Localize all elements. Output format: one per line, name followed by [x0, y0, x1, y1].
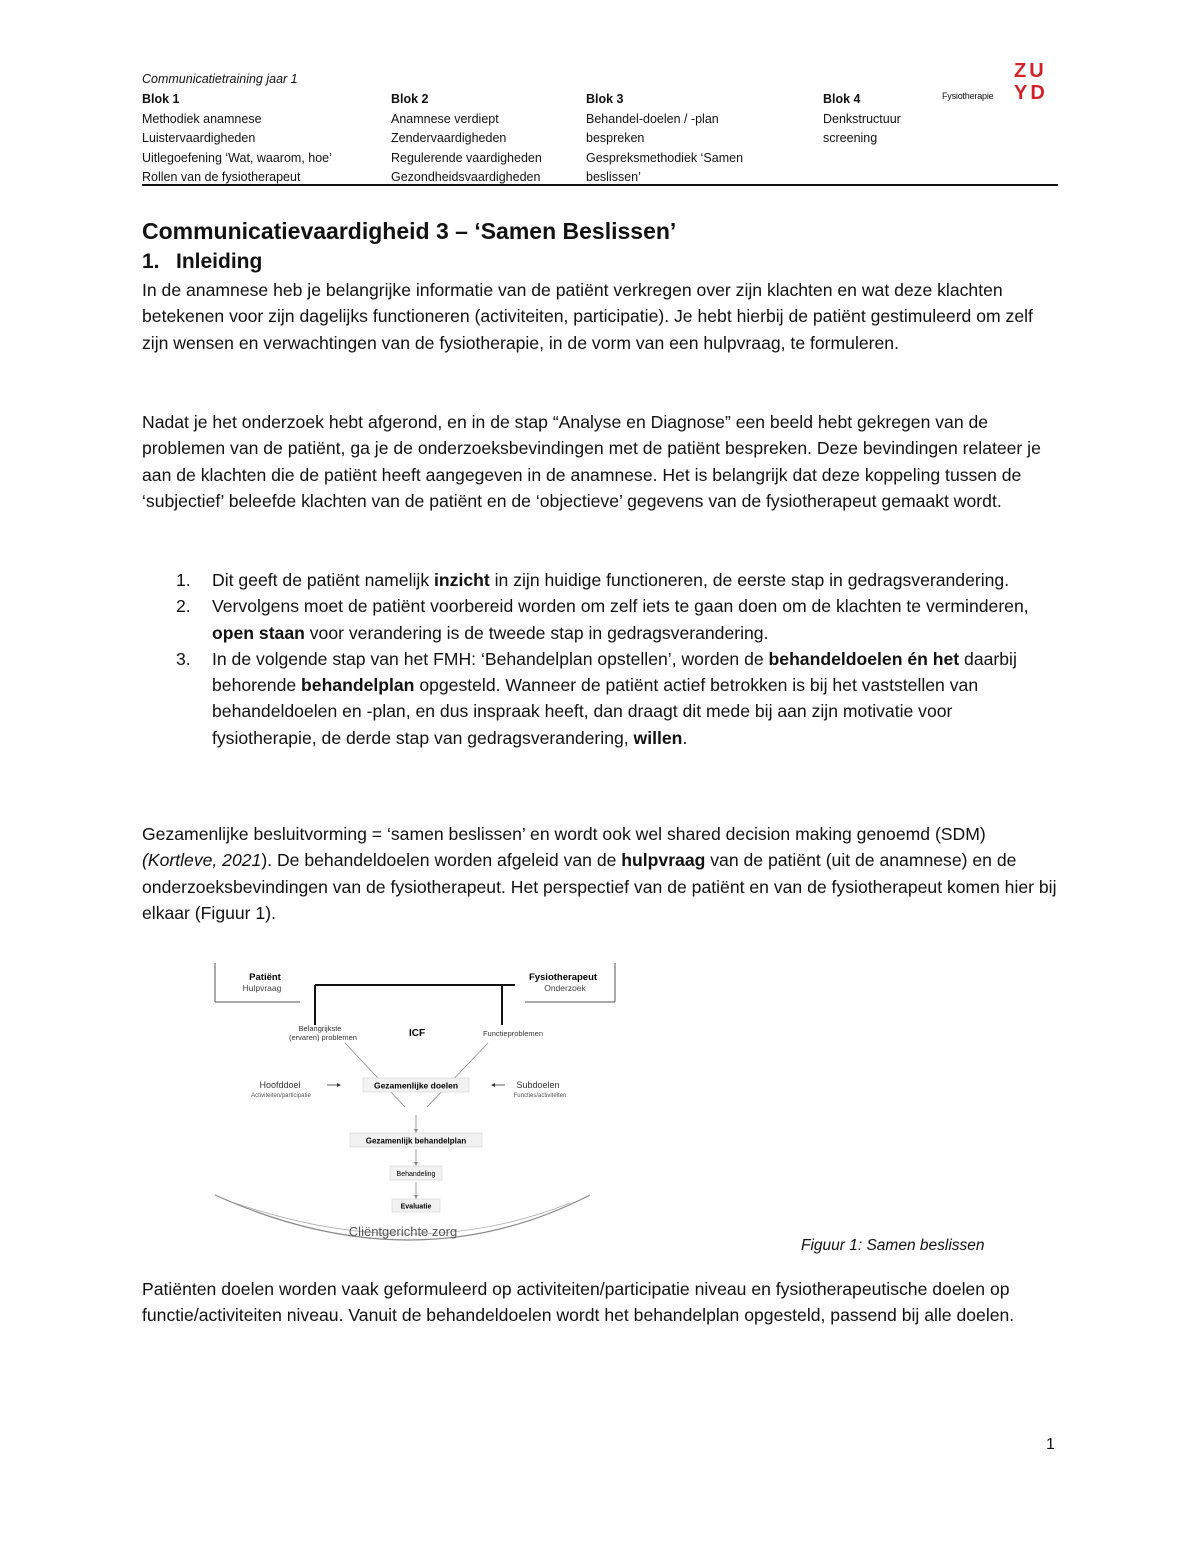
- paragraph-analysis: Nadat je het onderzoek hebt afgerond, en in de stap “Analyse en Diagnose” een beeld hebt gekregen van de problemen van de patiënt, ga je de onderzoeksbevindingen met de patiënt bespreken. Deze bevindingen relateer je aan de klachten die de patiënt heeft aangegeven in de anamnese. Het is belangrijk dat deze koppeling tussen de ‘subjectief’ beleefde klachten van de patiënt en de ‘objectieve’ gegevens van de fysiotherapeut gemaakt wordt.: [142, 412, 1041, 511]
- header-column-blok-1: [142, 90, 332, 188]
- header-block-line: screening: [823, 131, 878, 145]
- zuyd-logo: [942, 60, 1052, 106]
- header-block-heading: Blok 4: [823, 92, 861, 106]
- list-item-number: 3.: [176, 648, 191, 669]
- diagram-flow-arrow-1: [414, 1129, 418, 1133]
- diagram-arrow-left-head: [337, 1083, 341, 1087]
- paragraph-goals: Patiënten doelen worden vaak geformuleerd op activiteiten/participatie niveau en fysiotherapeutische doelen op functie/activiteiten niveau. Vanuit de behandeldoelen wordt het behandelplan opgesteld, passend bij alle doelen.: [142, 1279, 1015, 1326]
- paragraph-emphasis: hulpvraag: [621, 850, 706, 871]
- header-block-line: Rollen van de fysiotherapeut: [142, 170, 301, 184]
- header-column-blok-3: [586, 90, 743, 188]
- diagram-flow-arrow-2: [414, 1162, 418, 1166]
- logo-mark: [1014, 60, 1048, 104]
- list-item-emphasis: willen: [633, 727, 683, 748]
- figure-caption: Figuur 1: Samen beslissen: [801, 1237, 985, 1254]
- diagram-joint-plan: Gezamenlijk behandelplan: [365, 1136, 467, 1146]
- header-block-line: beslissen’: [586, 170, 641, 184]
- header-title: Communicatietraining jaar 1: [142, 72, 298, 86]
- list-item-text: daarbij behorende: [212, 648, 1017, 696]
- header-block-line: Methodiek anamnese: [142, 111, 262, 126]
- list-item-text: opgesteld. Wanneer de patiënt actief betrokken is bij het vaststellen van behandeldoelen en -plan, en dus inspraak heeft, dan draagt dit mede bij aan zijn motivatie voor fysiotherapie, de derde stap van gedragsverandering,: [212, 675, 979, 748]
- list-item-emphasis: behandeldoelen én het: [768, 648, 960, 669]
- header-block-line: Denkstructuur: [823, 111, 901, 126]
- samen-beslissen-diagram: [205, 955, 625, 1250]
- logo-department: Fysiotherapie: [942, 91, 994, 101]
- logo-mark-line: ZU: [1014, 60, 1047, 82]
- document-title: Communicatievaardigheid 3 – ‘Samen Beslissen’: [142, 218, 677, 244]
- header-block-line: Regulerende vaardigheden: [391, 150, 542, 165]
- list-item: [142, 567, 1058, 593]
- list-item-text: Dit geeft de patiënt namelijk: [212, 570, 435, 590]
- header-block-line: Uitlegoefening ‘Wat, waarom, hoe’: [142, 150, 332, 165]
- diagram-evaluation: Evaluatie: [400, 1203, 432, 1211]
- section-title: Inleiding: [176, 250, 263, 273]
- header-block-heading: Blok 2: [391, 92, 429, 106]
- diagram-physio-sub: Onderzoek: [544, 983, 586, 993]
- list-item-text: .: [682, 727, 688, 748]
- section-number: 1.: [142, 250, 160, 273]
- diagram-sub-goals: Subdoelen: [516, 1080, 560, 1090]
- header-block-line: bespreken: [586, 131, 645, 145]
- diagram-sub-goals-sub: Functies/activiteiten: [513, 1093, 567, 1099]
- citation: (Kortleve, 2021: [142, 850, 262, 871]
- header-block-line: Gespreksmethodiek ‘Samen: [586, 150, 744, 165]
- logo-mark-line: YD: [1014, 82, 1048, 104]
- diagram-main-goal: Hoofddoel: [259, 1080, 301, 1090]
- list-item-text: In de volgende stap van het FMH: ‘Behandelplan opstellen’, worden de: [212, 648, 769, 669]
- header-block-heading: Blok 3: [586, 92, 624, 106]
- list-item-emphasis: open staan: [212, 622, 305, 643]
- list-item: [142, 646, 1058, 751]
- diagram-left-problems-line1: Belangrijkste: [298, 1024, 342, 1033]
- list-item-text: Vervolgens moet de patiënt voorbereid worden om zelf iets te gaan doen om de klachten te verminderen,: [212, 596, 1029, 617]
- diagram-main-goal-sub: Activiteiten/participatie: [251, 1093, 311, 1099]
- diagram-flow-arrow-3: [414, 1195, 418, 1199]
- list-item-number: 1.: [176, 570, 191, 590]
- header-block-line: Gezondheidsvaardigheden: [391, 170, 541, 184]
- diagram-physio-label: Fysiotherapeut: [528, 972, 598, 983]
- header-divider: [142, 184, 1058, 186]
- diagram-left-problems-line2: (ervaren) problemen: [289, 1033, 357, 1042]
- diagram-arrow-right-head: [491, 1083, 495, 1087]
- paragraph-intro: In de anamnese heb je belangrijke informatie van de patiënt verkregen over zijn klachten en wat deze klachten betekenen voor zijn dagelijks functioneren (activiteiten, participatie). Je hebt hierbij de patiënt gestimuleerd om zelf zijn wensen en verwachtingen van de fysiotherapie, in de vorm van een hulpvraag, te formuleren.: [142, 280, 1033, 353]
- diagram-funnel-right: [427, 1043, 488, 1107]
- diagram-funnel-left: [345, 1043, 405, 1107]
- list-item-emphasis: inzicht: [434, 570, 490, 590]
- paragraph-text: ). De behandeldoelen worden afgeleid van de: [261, 850, 622, 871]
- diagram-patient-sub: Hulpvraag: [242, 983, 282, 993]
- paragraph-sdm: [142, 821, 1058, 926]
- list-item: [142, 593, 1058, 646]
- section-heading: [142, 250, 262, 274]
- numbered-list: [142, 567, 1058, 751]
- diagram-patient-label: Patiënt: [249, 972, 281, 983]
- list-item-text: in zijn huidige functioneren, de eerste stap in gedragsverandering.: [489, 570, 1010, 590]
- diagram-joint-goals: Gezamenlijke doelen: [373, 1080, 459, 1091]
- page-number: 1: [1046, 1436, 1055, 1453]
- list-item-number: 2.: [176, 596, 191, 617]
- header-block-line: Anamnese verdiept: [391, 111, 499, 126]
- header-block-line: Behandel-doelen / -plan: [586, 111, 719, 126]
- diagram-treatment: Behandeling: [396, 1171, 436, 1178]
- paragraph-text: van de patiënt (uit de anamnese) en de onderzoeksbevindingen van de fysiotherapeut. Het perspectief van de patiënt en van de fysiotherapeut komen hier bij elkaar (Figuur 1).: [142, 850, 1057, 923]
- header-block-line: Luistervaardigheden: [142, 131, 256, 145]
- header-column-blok-4: [823, 90, 901, 149]
- list-item-emphasis: behandelplan: [301, 675, 415, 696]
- list-item-text: voor verandering is de tweede stap in gedragsverandering.: [304, 622, 769, 643]
- diagram-icf-label: ICF: [408, 1028, 426, 1039]
- paragraph-text: Gezamenlijke besluitvorming = ‘samen beslissen’ en wordt ook wel shared decision making genoemd (SDM): [142, 824, 986, 844]
- diagram-client-care: Cliëntgerichte zorg: [348, 1224, 458, 1239]
- header-block-line: Zendervaardigheden: [391, 131, 507, 145]
- header-column-blok-2: [391, 90, 542, 188]
- diagram-right-problems: Functieproblemen: [482, 1029, 544, 1038]
- header-block-heading: Blok 1: [142, 92, 180, 106]
